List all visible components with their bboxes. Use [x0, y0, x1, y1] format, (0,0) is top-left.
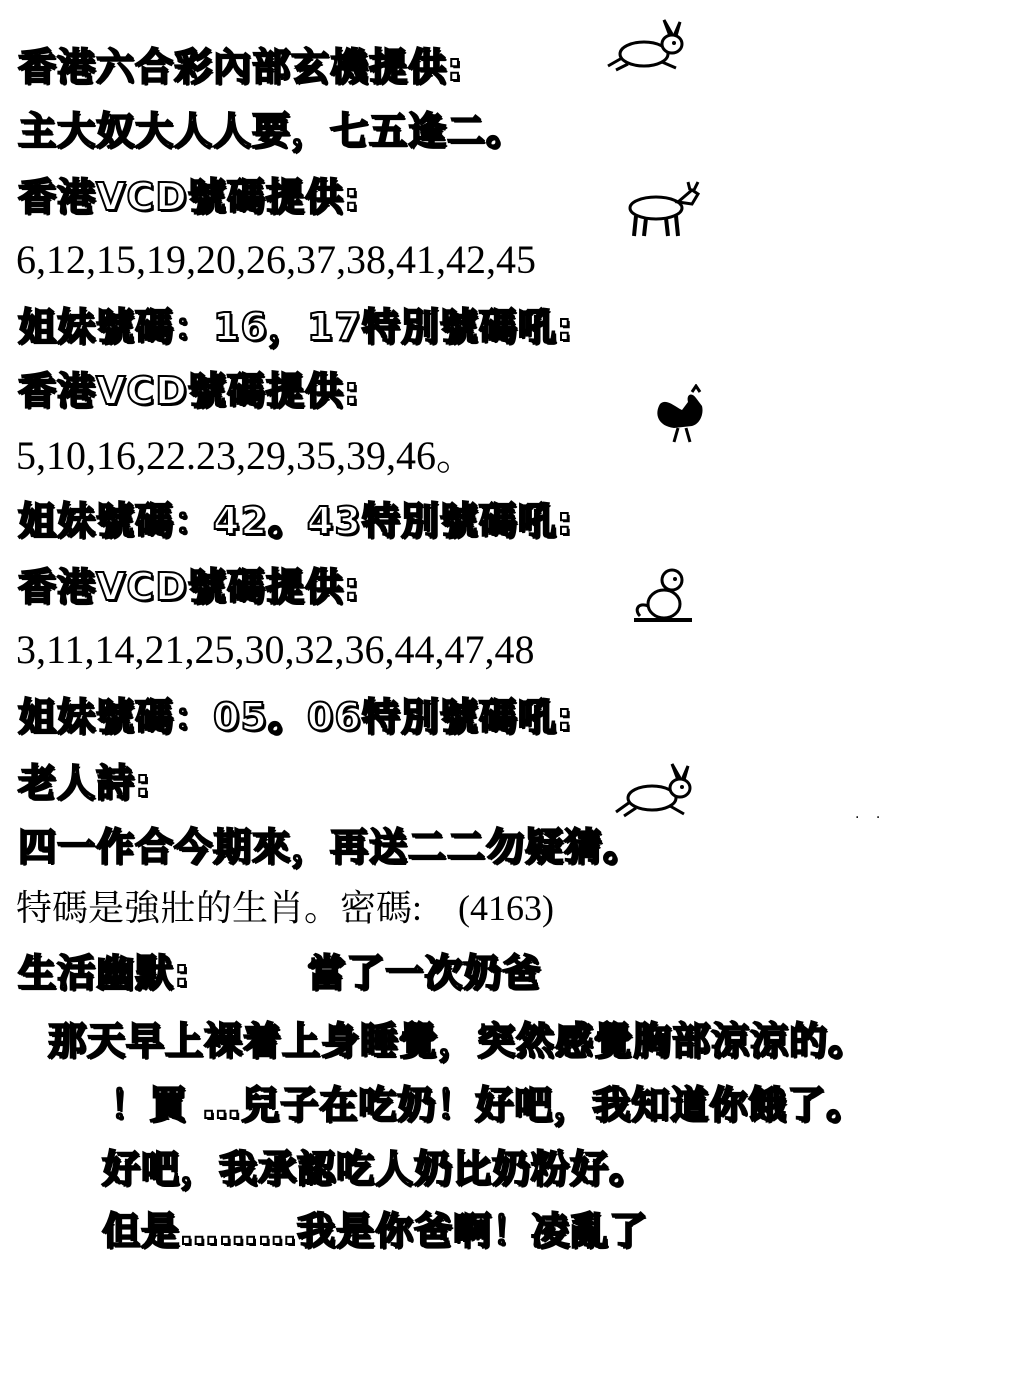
- humor-line-3: 好吧，我承認吃人奶比奶粉好。: [102, 1147, 649, 1191]
- riddle-line: 主大奴大人人要，七五逢二。: [18, 109, 526, 153]
- poem-heading: 老人詩:: [18, 761, 152, 805]
- rooster-icon: [652, 384, 714, 444]
- vcd-heading-2: 香港VCD號碼提供:: [18, 369, 361, 413]
- vcd-heading-1: 香港VCD號碼提供:: [18, 175, 361, 219]
- humor-line-1: 那天早上裸着上身睡覺，突然感覺胸部涼涼的。: [48, 1019, 868, 1063]
- special-code-line: 特碼是強壯的生肖。密碼: (4163): [16, 888, 554, 928]
- sister-numbers-2: 姐妹號碼：42。43特別號碼吼:: [18, 499, 573, 543]
- vcd-heading-3: 香港VCD號碼提供:: [18, 565, 361, 609]
- sister-numbers-3: 姐妹號碼：05。06特別號碼吼:: [18, 695, 573, 739]
- header-title: 香港六合彩內部玄機提供:: [18, 45, 464, 89]
- stray-dots: · ·: [855, 810, 887, 826]
- numbers-line-1: 6,12,15,19,20,26,37,38,41,42,45: [16, 237, 536, 282]
- numbers-line-2: 5,10,16,22.23,29,35,39,46。: [16, 433, 476, 478]
- rabbit-icon: [606, 18, 690, 72]
- humor-line-4: 但是………我是你爸啊！凌亂了: [102, 1209, 649, 1253]
- rabbit-icon: [614, 762, 698, 818]
- numbers-line-3: 3,11,14,21,25,30,32,36,44,47,48: [16, 627, 535, 672]
- goat-icon: [622, 180, 702, 240]
- poem-line: 四一作合今期來，再送二二勿疑猜。: [18, 825, 643, 869]
- humor-line-2: ！買 …兒子在吃奶！好吧，我知道你餓了。: [110, 1083, 866, 1127]
- humor-heading: 生活幽默: 當了一次奶爸: [18, 951, 542, 995]
- monkey-icon: [630, 566, 696, 626]
- sister-numbers-1: 姐妹號碼：16，17特別號碼吼:: [18, 305, 573, 349]
